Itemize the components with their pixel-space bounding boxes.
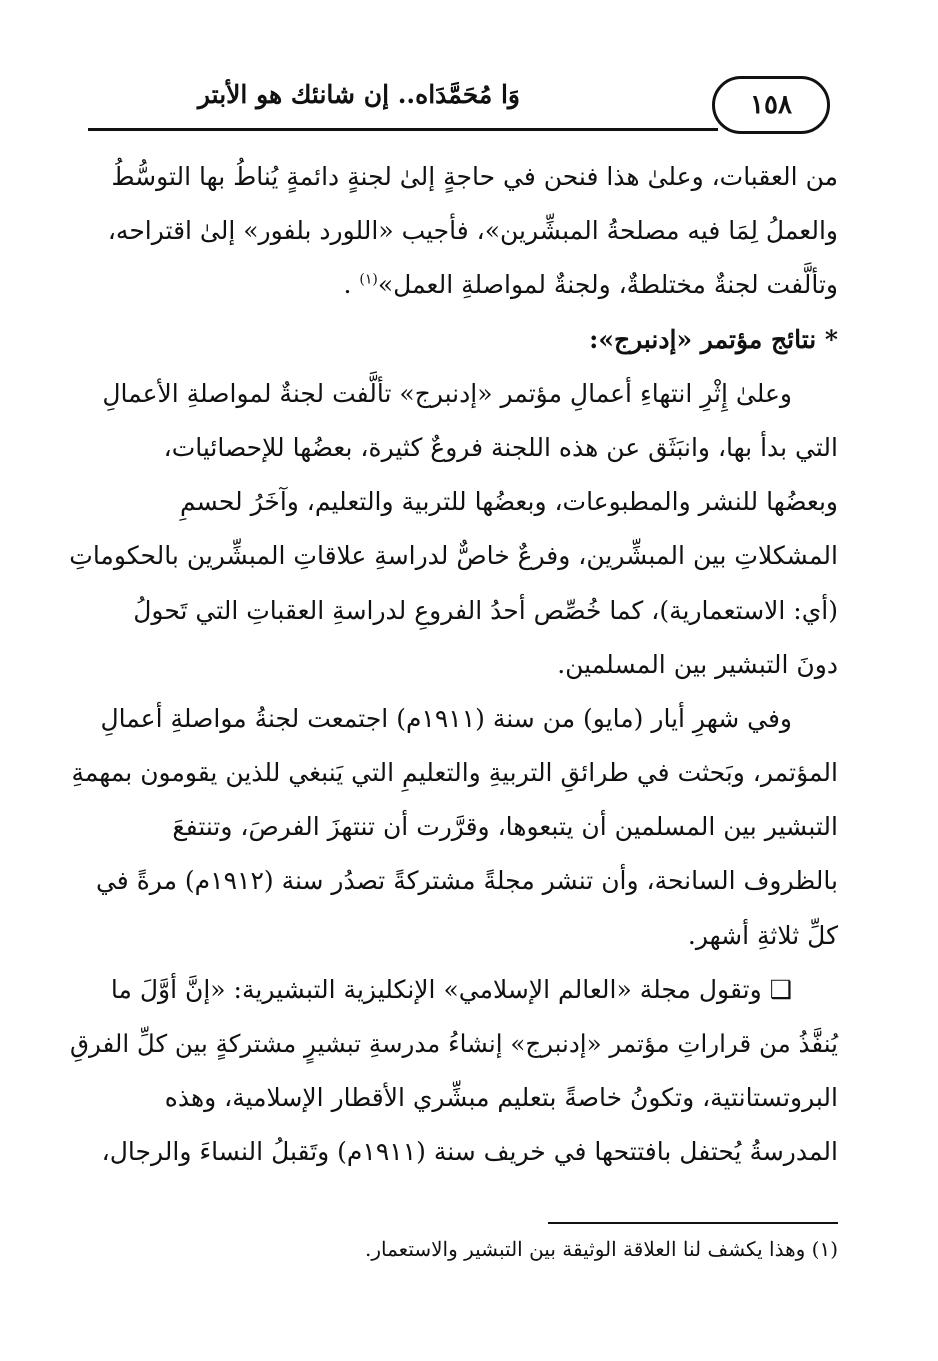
line-text: (أي: الاستعمارية)، كما خُصِّص أحدُ الفروعِ لدراسةِ العقباتِ التي تَحولُ	[133, 595, 838, 625]
body-line	[70, 692, 838, 746]
body-line	[70, 150, 838, 204]
body-line	[70, 638, 838, 692]
line-text: التبشير بين المسلمين أن يتبعوها، وقرَّرت أن تنتهزَ الفرصَ، وتنتفعَ	[172, 812, 838, 842]
body-line	[70, 1017, 838, 1071]
line-text: يُنفَّذُ من قراراتِ مؤتمر «إدنبرج» إنشاءُ مدرسةِ تبشيرٍ مشتركةٍ بين كلِّ الفرقِ	[69, 1029, 838, 1058]
body-line	[70, 475, 838, 529]
body-line	[70, 746, 838, 800]
body-line	[70, 963, 838, 1017]
line-text: المشكلاتِ بين المبشِّرين، وفرعٌ خاصٌّ لدراسةِ علاقاتِ المبشِّرين بالحكوماتِ	[69, 541, 838, 571]
line-text: دونَ التبشير بين المسلمين.	[557, 649, 838, 679]
line-text: والعملُ لِمَا فيه مصلحةُ المبشِّرين»، فأجيب «اللورد بلفور» إلىٰ اقتراحه،	[107, 216, 838, 246]
body-line	[70, 584, 838, 638]
body-line	[70, 421, 838, 475]
line-text: التي بدأ بها، وانبَثَق عن هذه اللجنة فروعٌ كثيرة، بعضُها للإحصائيات،	[163, 432, 838, 462]
body-line	[70, 909, 838, 963]
footnote-marker: (١)	[359, 272, 378, 289]
line-text: من العقبات، وعلىٰ هذا فنحن في حاجةٍ إلىٰ لجنةٍ دائمةٍ يُناطُ بها التوسُّطُ	[111, 162, 838, 191]
body-line	[70, 204, 838, 258]
body-line	[70, 854, 838, 908]
line-text: البروتستانتية، وتكونُ خاصةً بتعليم مبشِّري الأقطار الإسلامية، وهذه	[164, 1083, 838, 1113]
line-text: ❑ وتقول مجلة «العالم الإسلامي» الإنكليزية التبشيرية: «إنَّ أوَّلَ ما	[110, 974, 792, 1004]
body-line	[70, 529, 838, 583]
line-text: وفي شهرِ أيار (مايو) من سنة (١٩١١م) اجتمعت لجنةُ مواصلةِ أعمالِ	[100, 703, 792, 733]
line-text: المؤتمر، وبَحثت في طرائقِ التربيةِ والتعليمِ التي يَنبغي للذين يقومون بمهمةِ	[71, 758, 838, 788]
line-text: * نتائج مؤتمر «إدنبرج»:	[589, 324, 838, 354]
footnote-rule	[548, 1222, 838, 1224]
footnote: (١) وهذا يكشف لنا العلاقة الوثيقة بين التبشير والاستعمار.	[365, 1237, 838, 1261]
section-heading	[70, 313, 838, 367]
header-rule	[88, 128, 718, 131]
page-header	[88, 76, 830, 140]
line-text: كلِّ ثلاثةِ أشهر.	[687, 920, 838, 950]
line-text: وتألَّفت لجنةٌ مختلطةٌ، ولجنةٌ لمواصلةِ العمل»	[377, 270, 838, 300]
line-text: المدرسةُ يُحتفل بافتتحها في خريف سنة (١٩١١م) وتَقبلُ النساءَ والرجال،	[101, 1137, 838, 1167]
line-text: وعلىٰ إِثْرِ انتهاءِ أعمالِ مؤتمر «إدنبرج» تألَّفت لجنةٌ لمواصلةِ الأعمالِ	[102, 378, 792, 408]
line-text: بالظروف السانحة، وأن تنشر مجلةً مشتركةً تصدُر سنة (١٩١٢م) مرةً في	[95, 866, 838, 896]
body-line	[70, 258, 838, 312]
running-title: وَا مُحَمَّدَاه.. إن شانئك هو الأبتر	[197, 80, 520, 109]
body-line	[70, 800, 838, 854]
line-tail: .	[343, 270, 360, 300]
body-text	[70, 150, 838, 1180]
page-number-badge	[712, 76, 830, 134]
line-text: وبعضُها للنشر والمطبوعات، وبعضُها للتربية والتعليم، وآخَرُ لحسمِ	[179, 487, 838, 517]
body-line	[70, 1071, 838, 1125]
page-number: ١٥٨	[750, 90, 792, 120]
body-line	[70, 367, 838, 421]
body-line	[70, 1125, 838, 1179]
